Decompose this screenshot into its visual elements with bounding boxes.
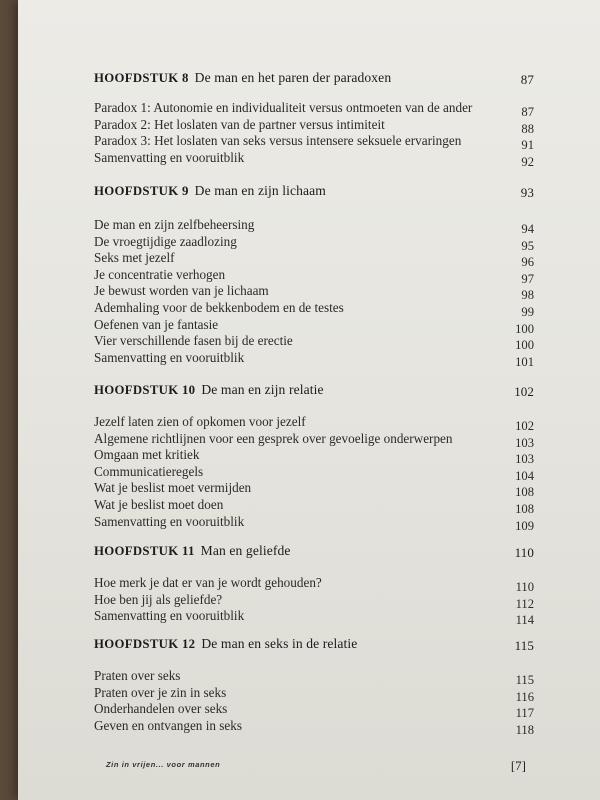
- chapter-label: HOOFDSTUK 10: [94, 383, 196, 397]
- entry-title: Onderhandelen over seks: [94, 701, 228, 717]
- section-list: [94, 217, 534, 369]
- running-footer-title: Zin in vrijen... voor mannen: [106, 760, 221, 769]
- toc-entry: [94, 133, 534, 153]
- chapter-page-number: 115: [514, 638, 534, 653]
- toc-entry: [94, 497, 534, 514]
- section-list: [94, 668, 534, 737]
- chapter-page-number: 102: [514, 384, 534, 399]
- toc-entry: [94, 217, 534, 234]
- entry-page-number: 97: [521, 271, 534, 286]
- chapter-label: HOOFDSTUK 12: [94, 637, 196, 651]
- entry-page-number: 118: [515, 722, 534, 737]
- chapter-page-number: 87: [520, 72, 534, 87]
- entry-title: Ademhaling voor de bekkenbodem en de testes: [94, 299, 344, 315]
- chapter-page-number: 93: [520, 185, 534, 200]
- toc-entry: [94, 267, 534, 284]
- entry-title: Jezelf laten zien of opkomen voor jezelf: [94, 414, 306, 429]
- toc-entry: [94, 100, 534, 117]
- entry-page-number: 103: [515, 435, 534, 450]
- entry-page-number: 109: [515, 518, 534, 533]
- entry-page-number: 95: [521, 238, 534, 253]
- toc-entry: [94, 592, 534, 609]
- chapter-title: Man en geliefde: [200, 543, 291, 558]
- toc-entry: [94, 575, 534, 592]
- chapter-label: HOOFDSTUK 9: [94, 184, 189, 198]
- section-list: [94, 100, 534, 169]
- entry-title: De vroegtijdige zaadlozing: [94, 233, 237, 249]
- section-list: [94, 575, 534, 628]
- entry-page-number: 112: [515, 596, 534, 611]
- entry-page-number: 91: [521, 138, 534, 153]
- entry-page-number: 98: [521, 288, 534, 303]
- entry-title: Algemene richtlijnen voor een gesprek over gevoelige onderwerpen: [94, 430, 453, 446]
- toc-entry: [94, 668, 534, 685]
- chapter-page-number: 110: [514, 545, 534, 560]
- toc-entry: [94, 300, 534, 317]
- chapter-heading: [94, 636, 534, 656]
- entry-title: Praten over je zin in seks: [94, 684, 227, 700]
- entry-page-number: 108: [515, 485, 534, 500]
- entry-title: Vier verschillende fasen bij de erectie: [94, 333, 293, 349]
- entry-page-number: 114: [515, 613, 534, 628]
- chapter-heading: [94, 382, 534, 402]
- page-number: [7]: [510, 758, 526, 773]
- entry-title: Paradox 3: Het loslaten van seks versus intensere seksuele ervaringen: [94, 133, 462, 149]
- toc-entry: [94, 480, 534, 500]
- chapter-label: HOOFDSTUK 8: [94, 71, 189, 85]
- toc-entry: [94, 447, 534, 467]
- entry-title: Hoe merk je dat er van je wordt gehouden?: [94, 575, 322, 590]
- chapter-title: De man en zijn relatie: [201, 382, 324, 397]
- entry-title: Wat je beslist moet vermijden: [94, 480, 252, 496]
- entry-title: Wat je beslist moet doen: [94, 496, 224, 512]
- entry-page-number: 96: [521, 255, 534, 270]
- toc-entry: [94, 234, 534, 251]
- entry-title: Oefenen van je fantasie: [94, 316, 219, 332]
- entry-page-number: 104: [515, 468, 534, 483]
- chapter-title: De man en zijn lichaam: [194, 183, 326, 198]
- chapter-12: [94, 636, 534, 737]
- entry-page-number: 88: [521, 121, 534, 136]
- toc-entry: [94, 701, 534, 721]
- chapter-title: De man en seks in de relatie: [201, 636, 358, 651]
- entry-page-number: 108: [515, 501, 534, 516]
- page-footer: [106, 758, 526, 778]
- entry-page-number: 87: [521, 105, 534, 119]
- toc-entry: [94, 608, 534, 628]
- entry-title: Omgaan met kritiek: [94, 447, 200, 463]
- chapter-10: [94, 382, 534, 533]
- entry-page-number: 103: [515, 452, 534, 467]
- entry-title: Geven en ontvangen in seks: [94, 717, 242, 733]
- entry-page-number: 115: [515, 673, 534, 687]
- entry-title: Paradox 1: Autonomie en individualiteit versus ontmoeten van de ander: [94, 100, 473, 115]
- chapter-9: [94, 183, 534, 369]
- toc-entry: [94, 317, 534, 334]
- entry-title: Samenvatting en vooruitblik: [94, 513, 245, 529]
- chapter-heading: [94, 70, 534, 90]
- entry-title: Je bewust worden van je lichaam: [94, 283, 269, 299]
- entry-page-number: 116: [515, 689, 534, 704]
- section-list: [94, 414, 534, 533]
- toc-entry: [94, 117, 534, 134]
- toc-entry: [94, 718, 534, 735]
- chapter-11: [94, 543, 534, 628]
- book-page: [18, 0, 600, 800]
- entry-title: Hoe ben jij als geliefde?: [94, 591, 223, 607]
- entry-title: Samenvatting en vooruitblik: [94, 349, 245, 365]
- toc-entry: [94, 514, 534, 531]
- chapter-heading: [94, 543, 534, 563]
- entry-title: Communicatieregels: [94, 463, 204, 479]
- chapter-title: De man en het paren der paradoxen: [194, 70, 392, 85]
- entry-title: Samenvatting en vooruitblik: [94, 608, 245, 624]
- entry-title: Je concentratie verhogen: [94, 266, 226, 282]
- entry-page-number: 102: [515, 419, 534, 433]
- chapter-8: [94, 70, 534, 169]
- toc-entry: [94, 150, 534, 167]
- entry-title: Paradox 2: Het loslaten van de partner versus intimiteit: [94, 116, 385, 132]
- entry-title: Seks met jezelf: [94, 250, 175, 266]
- toc-entry: [94, 350, 534, 367]
- toc-entry: [94, 283, 534, 303]
- entry-page-number: 100: [515, 338, 534, 353]
- chapter-heading: [94, 183, 534, 203]
- entry-title: Samenvatting en vooruitblik: [94, 149, 245, 165]
- entry-title: De man en zijn zelfbeheersing: [94, 217, 255, 232]
- entry-page-number: 92: [521, 154, 534, 169]
- toc-entry: [94, 431, 534, 448]
- toc-entry: [94, 414, 534, 431]
- toc-entry: [94, 250, 534, 270]
- entry-page-number: 100: [515, 321, 534, 336]
- entry-page-number: 117: [515, 706, 534, 721]
- toc-entry: [94, 333, 534, 353]
- entry-page-number: 99: [521, 304, 534, 319]
- toc-entry: [94, 464, 534, 481]
- entry-page-number: 101: [515, 354, 534, 369]
- entry-page-number: 94: [521, 222, 534, 236]
- toc-entry: [94, 685, 534, 702]
- entry-title: Praten over seks: [94, 668, 181, 683]
- chapter-label: HOOFDSTUK 11: [94, 544, 195, 558]
- entry-page-number: 110: [515, 580, 534, 594]
